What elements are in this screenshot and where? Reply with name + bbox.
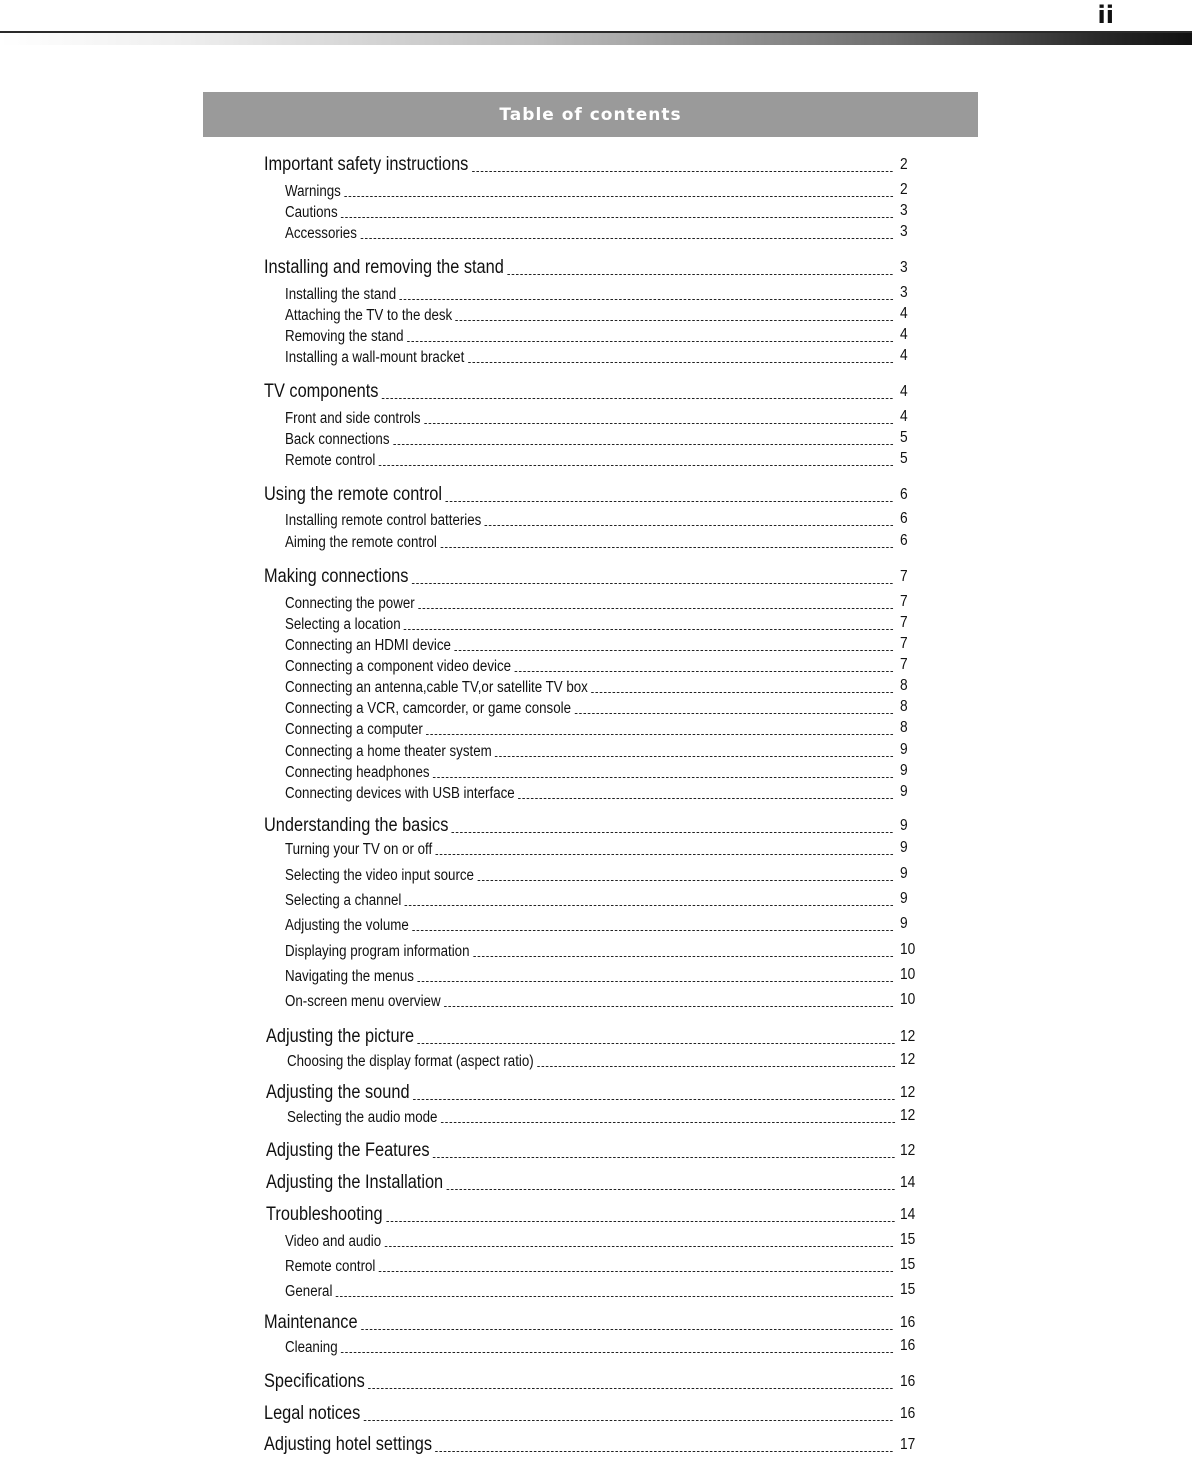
toc-label: Important safety instructions [264,154,469,175]
toc-leader-dots [424,423,893,424]
toc-label: Troubleshooting [266,1204,383,1225]
toc-label: Selecting a location [285,616,401,633]
toc-page-number: 7 [900,635,908,652]
toc-leader-dots [444,1006,893,1007]
toc-label: Using the remote control [264,484,443,505]
toc-page-number: 15 [900,1256,916,1273]
toc-label: Connecting a component video device [285,658,512,675]
toc-leader-dots [445,501,892,502]
toc-subsection[interactable] [285,203,893,222]
toc-section[interactable] [264,482,893,506]
toc-section[interactable] [264,379,893,403]
toc-label: Adjusting the sound [266,1082,410,1103]
toc-label: Maintenance [264,1312,358,1333]
toc-subsection[interactable] [285,1282,893,1301]
toc-subsection[interactable] [285,327,893,346]
toc-leader-dots [382,398,893,399]
toc-page-number: 4 [900,408,908,425]
toc-leader-dots [418,1043,895,1044]
toc-page-number: 12 [900,1051,916,1068]
toc-page-number: 16 [900,1405,916,1422]
toc-page-number: 15 [900,1281,916,1298]
toc-subsection[interactable] [285,720,893,739]
toc-page-number: 15 [900,1231,916,1248]
toc-section[interactable] [266,1080,895,1104]
toc-leader-dots [412,583,893,584]
toc-leader-dots [404,629,893,630]
toc-label: Specifications [264,1371,365,1392]
toc-label: Connecting devices with USB interface [285,785,515,802]
toc-subsection[interactable] [287,1052,895,1071]
toc-section[interactable] [266,1024,895,1048]
toc-page-number: 9 [900,762,908,779]
toc-label: Warnings [285,183,341,200]
toc-label: Connecting the power [285,595,415,612]
toc-leader-dots [379,465,893,466]
toc-subsection[interactable] [285,657,893,676]
toc-leader-dots [454,650,893,651]
toc-leader-dots [393,444,893,445]
toc-section[interactable] [264,1432,893,1456]
toc-label: Legal notices [264,1403,361,1424]
toc-page-number: 16 [900,1314,916,1331]
toc-leader-dots [412,930,893,931]
toc-leader-dots [518,798,893,799]
toc-label: Selecting the audio mode [287,1109,438,1126]
toc-section[interactable] [264,1310,893,1334]
toc-page-number: 16 [900,1373,916,1390]
toc-leader-dots [473,956,893,957]
toc-label: Displaying program information [285,943,470,960]
toc-section[interactable] [266,1202,895,1226]
toc-leader-dots [360,238,893,239]
toc-leader-dots [341,1352,893,1353]
toc-leader-dots [413,1099,895,1100]
toc-label: Removing the stand [285,328,404,345]
toc-page-number: 8 [900,698,908,715]
toc-label: Making connections [264,566,409,587]
toc-leader-dots [361,1329,893,1330]
toc-leader-dots [386,1221,895,1222]
toc-subsection[interactable] [287,1108,895,1127]
toc-page-number: 12 [900,1142,916,1159]
toc-subsection[interactable] [285,699,893,718]
toc-label: On-screen menu overview [285,993,441,1010]
toc-page-number: 4 [900,347,908,364]
toc-leader-dots [495,756,893,757]
toc-label: Choosing the display format (aspect ratio) [287,1053,534,1070]
toc-page-number: 6 [900,486,908,503]
toc-section[interactable] [266,1170,895,1194]
toc-page-number: 14 [900,1174,916,1191]
toc-page-number: 8 [900,719,908,736]
toc-leader-dots [336,1296,893,1297]
toc-label: Aiming the remote control [285,534,437,551]
toc-label: Attaching the TV to the desk [285,307,453,324]
toc-subsection[interactable] [285,636,893,655]
toc-subsection[interactable] [285,285,893,304]
toc-subsection[interactable] [285,1257,893,1276]
toc-leader-dots [426,734,893,735]
toc-subsection[interactable] [285,678,893,697]
toc-leader-dots [477,880,893,881]
toc-subsection[interactable] [285,533,893,552]
toc-label: Installing a wall-mount bracket [285,349,465,366]
toc-leader-dots [433,777,893,778]
toc-subsection[interactable] [285,916,893,935]
toc-page-number: 16 [900,1337,916,1354]
toc-label: Adjusting the volume [285,917,409,934]
toc-leader-dots [591,692,893,693]
toc-leader-dots [485,525,893,526]
toc-label: Video and audio [285,1233,382,1250]
toc-page-number: 5 [900,450,908,467]
toc-leader-dots [364,1420,893,1421]
toc-subsection[interactable] [285,866,893,885]
toc-page-number: 10 [900,966,916,983]
toc-leader-dots [344,196,893,197]
toc-subsection[interactable] [285,306,893,325]
toc-leader-dots [514,671,893,672]
toc-subsection[interactable] [285,348,893,367]
toc-section[interactable] [264,564,893,588]
toc-section[interactable] [264,152,893,176]
toc-subsection[interactable] [285,891,893,910]
toc-page-number: 9 [900,865,908,882]
toc-leader-dots [368,1388,892,1389]
toc-leader-dots [417,981,893,982]
toc-leader-dots [574,713,893,714]
toc-leader-dots [407,341,893,342]
toc-page-number: 7 [900,656,908,673]
toc-label: Cleaning [285,1339,338,1356]
toc-label: Selecting the video input source [285,867,474,884]
page-number: ii [1097,1,1114,29]
toc-page-number: 10 [900,991,916,1008]
toc-subsection[interactable] [285,615,893,634]
toc-leader-dots [418,608,893,609]
toc-page-number: 9 [900,839,908,856]
toc-section[interactable] [264,813,893,837]
toc-label: Connecting a computer [285,721,423,738]
toc-leader-dots [379,1271,893,1272]
toc-leader-dots [441,1122,895,1123]
toc-page-number: 2 [900,156,908,173]
toc-subsection[interactable] [285,840,893,859]
toc-page-number: 3 [900,223,908,240]
toc-page-number: 14 [900,1206,916,1223]
toc-page-number: 12 [900,1107,916,1124]
toc-leader-dots [435,1451,892,1452]
toc-section[interactable] [264,1369,893,1393]
toc-label: Remote control [285,1258,376,1275]
toc-page-number: 3 [900,202,908,219]
toc-label: Installing remote control batteries [285,512,482,529]
toc-page-number: 4 [900,305,908,322]
toc-section[interactable] [264,255,893,279]
toc-subsection[interactable] [285,182,893,201]
toc-subsection[interactable] [285,763,893,782]
toc-page-number: 9 [900,817,908,834]
toc-page-number: 7 [900,568,908,585]
toc-page-number: 4 [900,383,908,400]
toc-leader-dots [472,171,893,172]
toc-label: Adjusting the picture [266,1026,415,1047]
toc-label: Installing the stand [285,286,397,303]
toc-label: Front and side controls [285,410,421,427]
toc-page-number: 12 [900,1028,916,1045]
toc-page-number: 6 [900,532,908,549]
toc-title: Table of contents [499,104,682,125]
toc-label: Navigating the menus [285,968,414,985]
toc-leader-dots [385,1246,893,1247]
toc-page-number: 2 [900,181,908,198]
toc-label: Connecting an antenna,cable TV,or satellite TV box [285,679,588,696]
toc-page-number: 3 [900,259,908,276]
toc-leader-dots [456,320,893,321]
toc-subsection[interactable] [285,784,893,803]
toc-label: Connecting a home theater system [285,743,492,760]
toc-subsection[interactable] [285,224,893,243]
toc-subsection[interactable] [285,742,893,761]
toc-label: Turning your TV on or off [285,841,433,858]
toc-page-number: 4 [900,326,908,343]
toc-label: Back connections [285,431,390,448]
toc-leader-dots [447,1189,895,1190]
toc-leader-dots [537,1066,895,1067]
toc-label: Connecting an HDMI device [285,637,451,654]
toc-label: Adjusting the Installation [266,1172,444,1193]
toc-page-number: 12 [900,1084,916,1101]
toc-subsection[interactable] [285,1338,893,1357]
toc-subsection[interactable] [285,942,893,961]
toc-subsection[interactable] [285,1232,893,1251]
toc-page-number: 7 [900,614,908,631]
toc-subsection[interactable] [285,992,893,1011]
toc-subsection[interactable] [285,511,893,530]
toc-page-number: 7 [900,593,908,610]
toc-page-number: 5 [900,429,908,446]
toc-leader-dots [436,854,893,855]
toc-page-number: 3 [900,284,908,301]
toc-subsection[interactable] [285,430,893,449]
toc-subsection[interactable] [285,967,893,986]
toc-subsection[interactable] [285,594,893,613]
toc-leader-dots [452,832,893,833]
toc-page-number: 9 [900,915,908,932]
toc-page-number: 6 [900,510,908,527]
toc-label: Accessories [285,225,357,242]
toc-subsection[interactable] [285,409,893,428]
toc-section[interactable] [266,1138,895,1162]
toc-label: TV components [264,381,379,402]
toc-label: Adjusting the Features [266,1140,430,1161]
toc-section[interactable] [264,1401,893,1425]
toc-label: Remote control [285,452,376,469]
toc-leader-dots [468,362,893,363]
toc-leader-dots [405,905,893,906]
toc-page-number: 17 [900,1436,916,1453]
toc-label: Understanding the basics [264,815,449,836]
toc-label: Installing and removing the stand [264,257,504,278]
toc-label: Connecting a VCR, camcorder, or game console [285,700,572,717]
toc-label: Selecting a channel [285,892,402,909]
toc-label: Connecting headphones [285,764,430,781]
toc-page-number: 9 [900,783,908,800]
toc-label: Adjusting hotel settings [264,1434,433,1455]
toc-subsection[interactable] [285,451,893,470]
toc-page-number: 8 [900,677,908,694]
toc-leader-dots [433,1157,895,1158]
toc-page-number: 10 [900,941,916,958]
toc-page-number: 9 [900,741,908,758]
toc-leader-dots [341,217,893,218]
toc-leader-dots [400,299,893,300]
toc-label: General [285,1283,333,1300]
toc-leader-dots [507,274,892,275]
toc-label: Cautions [285,204,338,221]
toc-page-number: 9 [900,890,908,907]
toc-leader-dots [440,547,893,548]
